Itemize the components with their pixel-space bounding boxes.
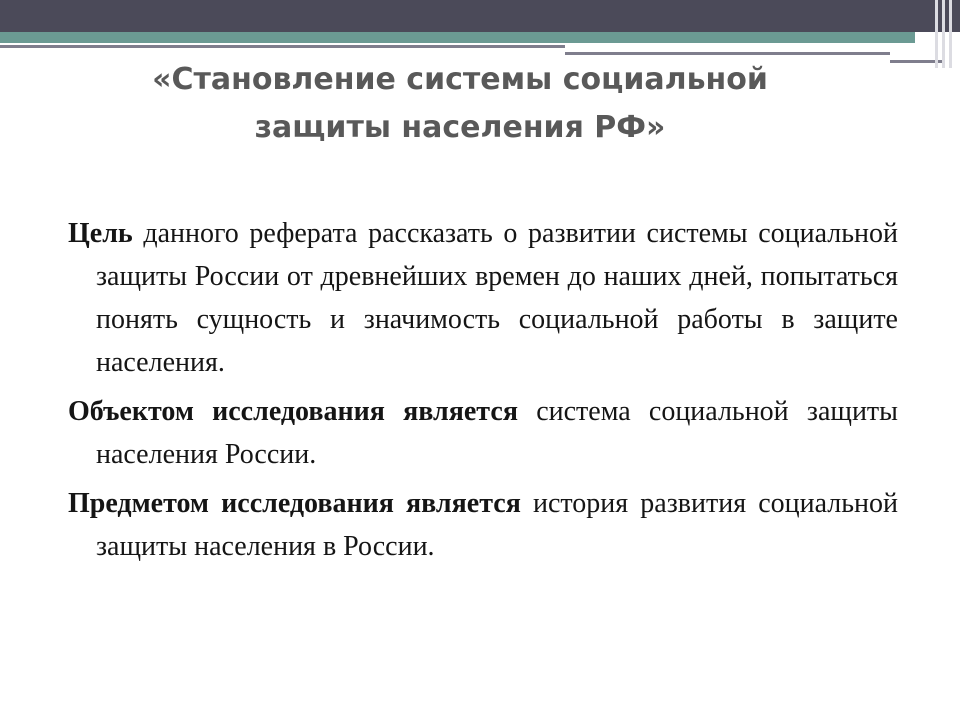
slide-divider-line: [0, 45, 565, 48]
goal-term: Цель: [68, 218, 133, 249]
slide-divider-line: [565, 52, 890, 55]
subject-text: история развития социальной защиты населения в России.: [96, 488, 899, 562]
slide-title-line: защиты населения РФ»: [254, 110, 666, 145]
slide-corner-decoration: [935, 0, 938, 68]
slide-corner-decoration: [949, 0, 952, 68]
object-term: Объектом исследования является: [68, 396, 518, 427]
slide-header-band: [0, 0, 960, 32]
object-paragraph: [68, 390, 898, 476]
slide-accent-stripe: [0, 32, 915, 43]
slide-body: [68, 212, 898, 574]
subject-paragraph: [68, 482, 898, 568]
slide-title-line: «Становление системы социальной: [152, 62, 768, 97]
object-text: система социальной защиты населения России.: [96, 396, 898, 470]
goal-text: данного реферата рассказать о развитии системы социальной защиты России от древнейших времен до наших дней, попытаться понять сущность и значимость социальной работы в защите населения.: [96, 218, 898, 378]
slide-title: [40, 56, 880, 152]
subject-term: Предметом исследования является: [68, 488, 521, 519]
goal-paragraph: [68, 212, 898, 384]
slide-corner-decoration: [942, 0, 945, 68]
